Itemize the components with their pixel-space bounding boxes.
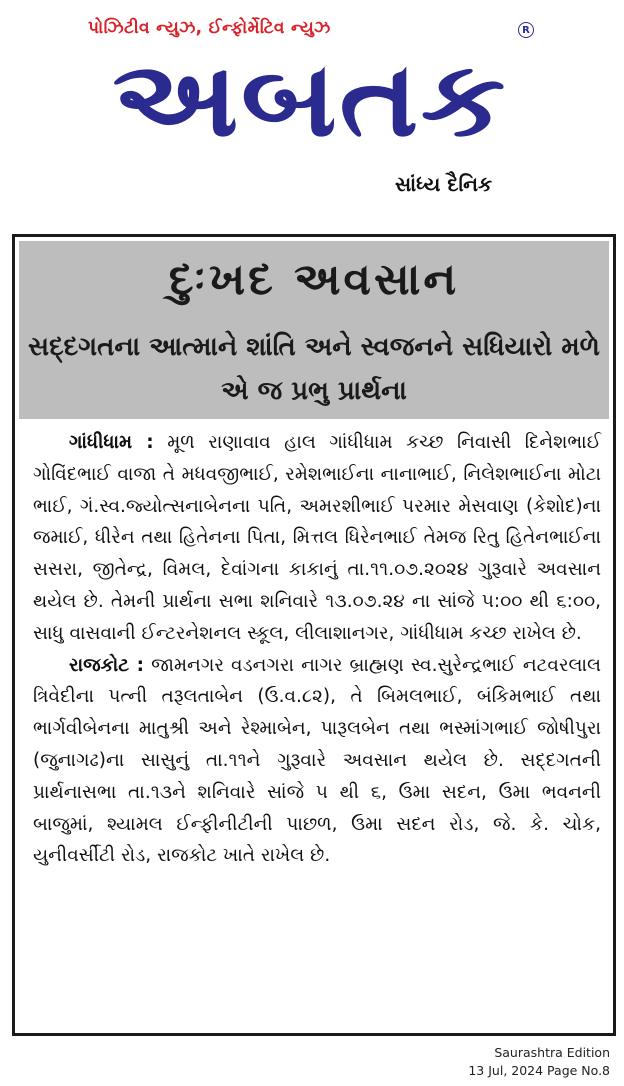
notice-text: જામનગર વડનગરા નાગર બ્રાહ્મણ સ્વ.સુરેન્દ્રભાઈ નટવરલાલ ત્રિવેદીના પત્ની તરૂલતાબેન (ઉ.વ.૮૨), તે બિમલભાઈ, બંકિમભાઈ તથા ભાર્ગવીબેનના માતુશ્રી અને રેશ્માબેન, પારૂલબેન તથા ભસ્માંગભાઈ જોષીપુરા (જુનાગઢ)ના સાસુનું તા.૧૧ને ગુરૂવારે અવસાન થયેલ છે. સદ્દગતની પ્રાર્થનાસભા તા.૧૩ને શનિવારે સાંજે ૫ થી ૬, ઉમા સદન, ઉમા ભવનની બાજુમાં, શ્યામલ ઈન્ફીનીટીની પાછળ, ઉમા સદન રોડ, જે. કે. ચોક, યુનીવર્સીટી રોડ, રાજકોટ ખાતે રાખેલ છે. [33,654,602,867]
obituary-article [12,234,616,1036]
notice-place: રાજકોટ : [69,654,145,676]
masthead-subtitle: સાંધ્ય દૈનિક [395,172,493,196]
article-prayer-line: સદ્દગતના આત્માને શાંતિ અને સ્વજનને સધિયારો મળે એ જ પ્રભુ પ્રાર્થના [28,332,600,406]
notice-place: ગાંધીધામ : [69,432,154,453]
edition-info [468,1044,610,1080]
edition-date-page: 13 Jul, 2024 Page No.8 [468,1063,610,1078]
masthead [0,0,624,225]
obituary-notice [33,427,601,650]
article-banner [19,241,609,419]
newspaper-logo: અબતક [112,40,508,158]
notice-text: મૂળ રાણાવાવ હાલ ગાંધીધામ કચ્છ નિવાસી દિનેશભાઈ ગોવિંદભાઈ વાજા તે મધવજીભાઈ, રમેશભાઈના નાનાભાઈ, નિલેશભાઈના મોટા ભાઈ, ગં.સ્વ.જ્યોત્સનાબેનના પતિ, અમરશીભાઈ પરમાર મેસવાણ (કેશોદ)ના જમાઈ, ધીરેન તથા હિતેનના પિતા, મિત્તલ ધિરેનભાઈ તેમજ રિતુ હિતેનભાઈના સસરા, જીતેન્દ્ર, વિમલ, દેવાંગના કાકાનું તા.૧૧.૦૭.૨૦૨૪ ગુરૂવારે અવસાન થયેલ છે. તેમની પ્રાર્થના સભા શનિવારે ૧૩.૦૭.૨૪ ના સાંજે ૫:૦૦ થી ૬:૦૦, સાધુ વાસવાની ઈન્ટરનેશનલ સ્કૂલ, લીલાશાનગર, ગાંધીધામ કચ્છ રાખેલ છે. [33,432,601,644]
article-heading: દુઃખદ અવસાન [168,254,460,305]
edition-name: Saurashtra Edition [494,1045,610,1060]
obituary-notice [33,650,601,873]
article-body [33,427,601,872]
registered-trademark-icon: R [518,22,534,38]
masthead-tagline: પોઝિટીવ ન્યુઝ, ઈન્ફોર્મેટિવ ન્યુઝ [88,18,331,38]
